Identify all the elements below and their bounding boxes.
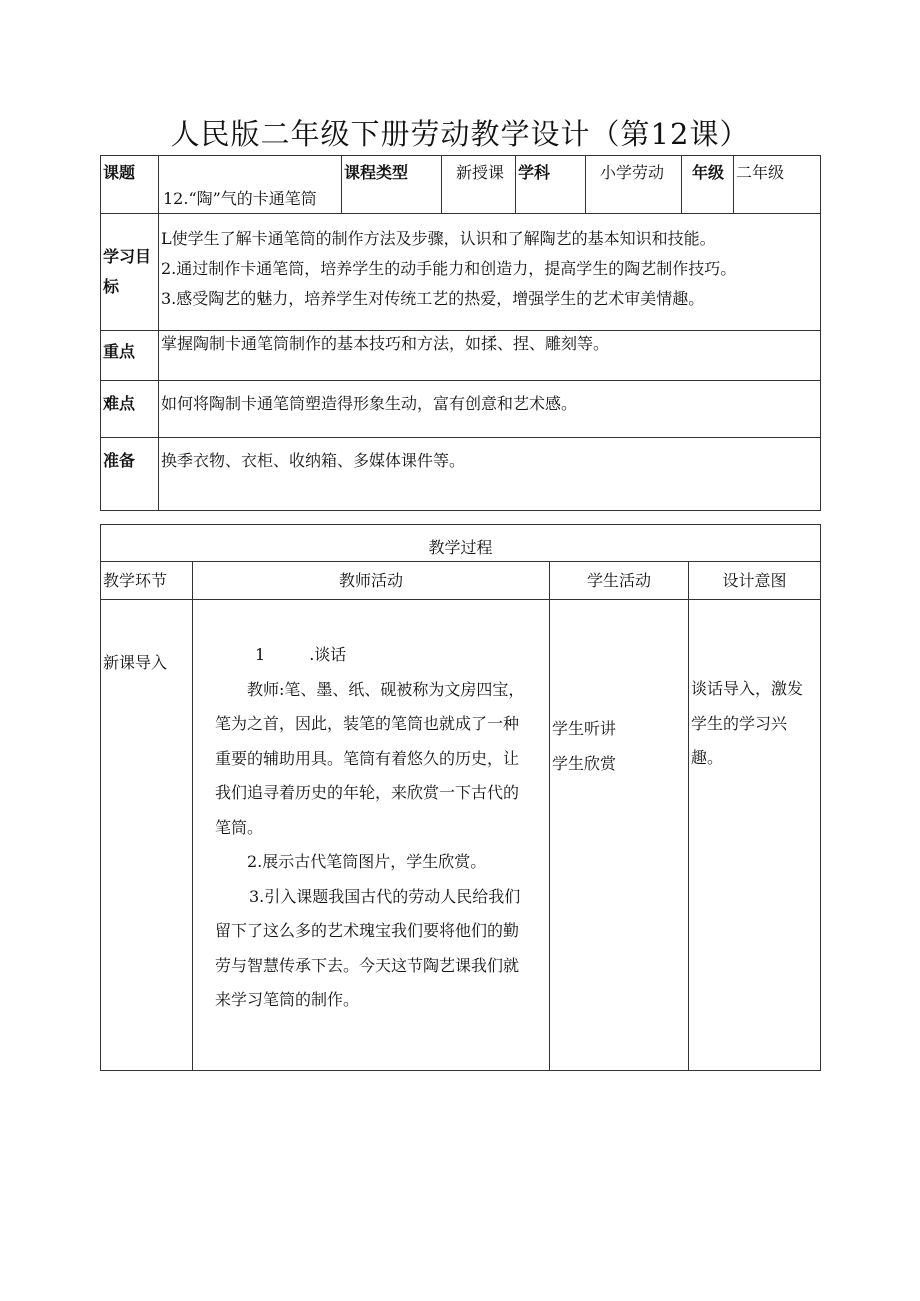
process-header: 教学过程 xyxy=(101,525,821,562)
difficulty-value: 如何将陶制卡通笔筒塑造得形象生动，富有创意和艺术感。 xyxy=(159,381,821,438)
key-value: 掌握陶制卡通笔筒制作的基本技巧和方法，如揉、捏、雕刻等。 xyxy=(159,331,821,381)
intent-line: 学生的学习兴 xyxy=(691,713,788,733)
student-line: 学生欣赏 xyxy=(552,753,617,773)
goals-list xyxy=(159,214,821,331)
page-title: 人民版二年级下册劳动教学设计（第12课） xyxy=(170,117,750,151)
goal-item: L使学生了解卡通笔筒的制作方法及步骤，认识和了解陶艺的基本知识和技能。 xyxy=(161,229,716,248)
grade-value: 二年级 xyxy=(734,156,821,214)
prep-value: 换季衣物、衣柜、收纳箱、多媒体课件等。 xyxy=(159,438,821,511)
student-line: 学生听讲 xyxy=(552,719,617,738)
item1-title: .谈话 xyxy=(309,645,347,664)
column-header-teacher: 教师活动 xyxy=(193,562,550,600)
goal-item: 2.通过制作卡通笔筒，培养学生的动手能力和创造力，提高学生的陶艺制作技巧。 xyxy=(161,259,737,278)
goal-item: 3.感受陶艺的魅力，培养学生对传统工艺的热爱，增强学生的艺术审美情趣。 xyxy=(161,289,705,308)
column-header-stage: 教学环节 xyxy=(101,562,193,600)
difficulty-label: 难点 xyxy=(101,381,159,438)
stage-cell: 新课导入 xyxy=(101,600,193,1071)
student-activity-cell xyxy=(550,600,689,1071)
lesson-value: 12.“陶”气的卡通笔筒 xyxy=(159,156,342,214)
prep-label: 准备 xyxy=(101,438,159,511)
teaching-process-table xyxy=(100,524,821,1071)
item3-text: 3.引入课题我国古代的劳动人民给我们 留下了这么多的艺术瑰宝我们要将他们的勤 劳与智慧传承下去。今天这节陶艺课我们就 来学习笔筒的制作。 xyxy=(215,886,521,1009)
subject-value: 小学劳动 xyxy=(586,156,682,214)
grade-label: 年级 xyxy=(682,156,734,214)
design-intent-cell xyxy=(689,600,821,1071)
key-label: 重点 xyxy=(101,331,159,381)
type-value: 新授课 xyxy=(442,156,516,214)
column-header-student: 学生活动 xyxy=(550,562,689,600)
type-label: 课程类型 xyxy=(342,156,442,214)
teacher-activity-cell xyxy=(193,600,550,1071)
lesson-label: 课题 xyxy=(101,156,159,214)
item1-number: 1 xyxy=(255,645,266,664)
goals-label: 学习目标 xyxy=(101,214,159,331)
column-header-intent: 设计意图 xyxy=(689,562,821,600)
item1-heading xyxy=(217,638,549,673)
intent-line: 谈话导入，激发 xyxy=(691,679,804,698)
subject-label: 学科 xyxy=(516,156,586,214)
item2-text: 2.展示古代笔筒图片，学生欣赏。 xyxy=(247,852,487,871)
intent-line: 趣。 xyxy=(691,748,724,767)
item1-text: 教师:笔、墨、纸、砚被称为文房四宝， 笔为之首，因此，装笔的笔筒也就成了一种 重要的辅助用具。笔筒有着悠久的历史，让 我们追寻着历史的年轮，来欣赏一下古代的 笔筒。 xyxy=(215,679,525,837)
lesson-info-table xyxy=(100,155,821,511)
